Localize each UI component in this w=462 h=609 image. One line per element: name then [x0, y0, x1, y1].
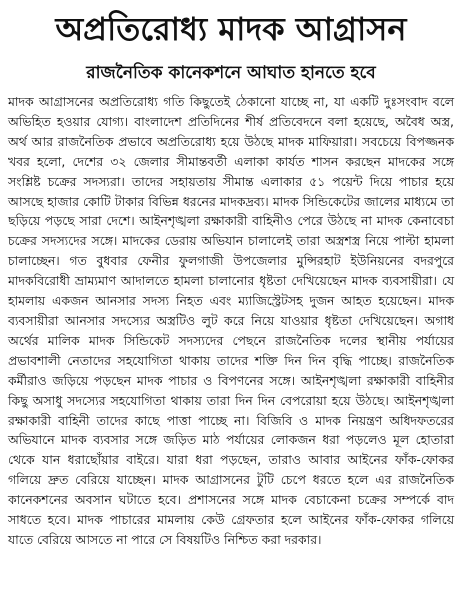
subheadline: রাজনৈতিক কানেকশনে আঘাত হানতে হবে [86, 63, 376, 83]
article-body: মাদক আগ্রাসনের অপ্রতিরোধ্য গতি কিছুতেই ঠেকানো যাচ্ছে না, যা একটি দুঃসংবাদ বলে অভিহিত হওয়ার যোগ্য। বাংলাদেশ প্রতিদিনের শীর্ষ প্রতিবেদনে বলা হয়েছে, অবৈধ অস্ত্র, অর্থ আর রাজনৈতিক প্রভাবে অপ্রতিরোধ্য হয়ে উঠছে মাদক মাফিয়ারা। সবচেয়ে বিপজ্জনক খবর হলো, দেশের ৩২ জেলার সীমান্তবর্তী এলাকা কার্যত শাসন করছেন মাদকের সঙ্গে সংশ্লিষ্ট চক্রের সদস্যরা। তাদের সহায়তায় সীমান্ত এলাকার ৫১ পয়েন্ট দিয়ে পাচার হয়ে আসছে হাজার কোটি টাকার বিভিন্ন ধরনের মাদকদ্রব্য। মাদক সিন্ডিকেটের জালের মাধ্যমে তা ছড়িয়ে পড়ছে সারা দেশে। আইনশৃঙ্খলা রক্ষাকারী বাহিনীও পেরে উঠছে না মাদক কেনাবেচা চক্রের সদস্যদের সঙ্গে। মাদকের ডেরায় অভিযান চালালেই তারা অস্ত্রশস্ত্র নিয়ে পাল্টা হামলা চালাচ্ছেন। গত বুধবার ফেনীর ফুলগাজী উপজেলার মুন্সিরহাট ইউনিয়নের বদরপুরে মাদকবিরোধী ভ্রাম্যমাণ আদালতে হামলা চালানোর ধৃষ্টতা দেখিয়েছেন মাদক ব্যবসায়ীরা। যে হামলায় একজন আনসার সদস্য নিহত এবং ম্যাজিস্ট্রেটসহ দুজন আহত হয়েছেন। মাদক ব্যবসায়ীরা আনসার সদস্যের অস্ত্রটিও লুট করে নিয়ে যাওয়ার ধৃষ্টতা দেখিয়েছেন। অগাধ অর্থের মালিক মাদক সিন্ডিকেট সদস্যদের পেছনে রাজনৈতিক দলের স্থানীয় পর্যায়ের প্রভাবশালী নেতাদের সহযোগিতা থাকায় তাদের শক্তি দিন দিন বৃদ্ধি পাচ্ছে। রাজনৈতিক কর্মীরাও জড়িয়ে পড়ছেন মাদক পাচার ও বিপণনের সঙ্গে। আইনশৃঙ্খলা রক্ষাকারী বাহিনীর কিছু অসাধু সদস্যের সহযোগিতা থাকায় তারা দিন দিন বেপরোয়া হয়ে উঠছে। আইনশৃঙ্খলা রক্ষাকারী বাহিনী তাদের কাছে পাত্তা পাচ্ছে না। বিজিবি ও মাদক নিয়ন্ত্রণ অধিদফতরের অভিযানে মাদক ব্যবসার সঙ্গে জড়িত মাঠ পর্যায়ের লোকজন ধরা পড়লেও মূল হোতারা থেকে যান ধরাছোঁয়ার বাইরে। যারা ধরা পড়ছেন, তারাও আবার আইনের ফাঁক-ফোকর গলিয়ে দ্রুত বেরিয়ে যাচ্ছেন। মাদক আগ্রাসনের টুটি চেপে ধরতে হলে এর রাজনৈতিক কানেকশনের অবসান ঘটাতে হবে। প্রশাসনের সঙ্গে মাদক বেচাকেনা চক্রের সম্পর্কে বাদ সাধতে হবে। মাদক পাচারের মামলায় কেউ গ্রেফতার হলে আইনের ফাঁক-ফোকর গলিয়ে যাতে বেরিয়ে আসতে না পারে সে বিষয়টিও নিশ্চিত করা দরকার। [8, 94, 454, 547]
headline: অপ্রতিরোধ্য মাদক আগ্রাসন [55, 10, 407, 48]
